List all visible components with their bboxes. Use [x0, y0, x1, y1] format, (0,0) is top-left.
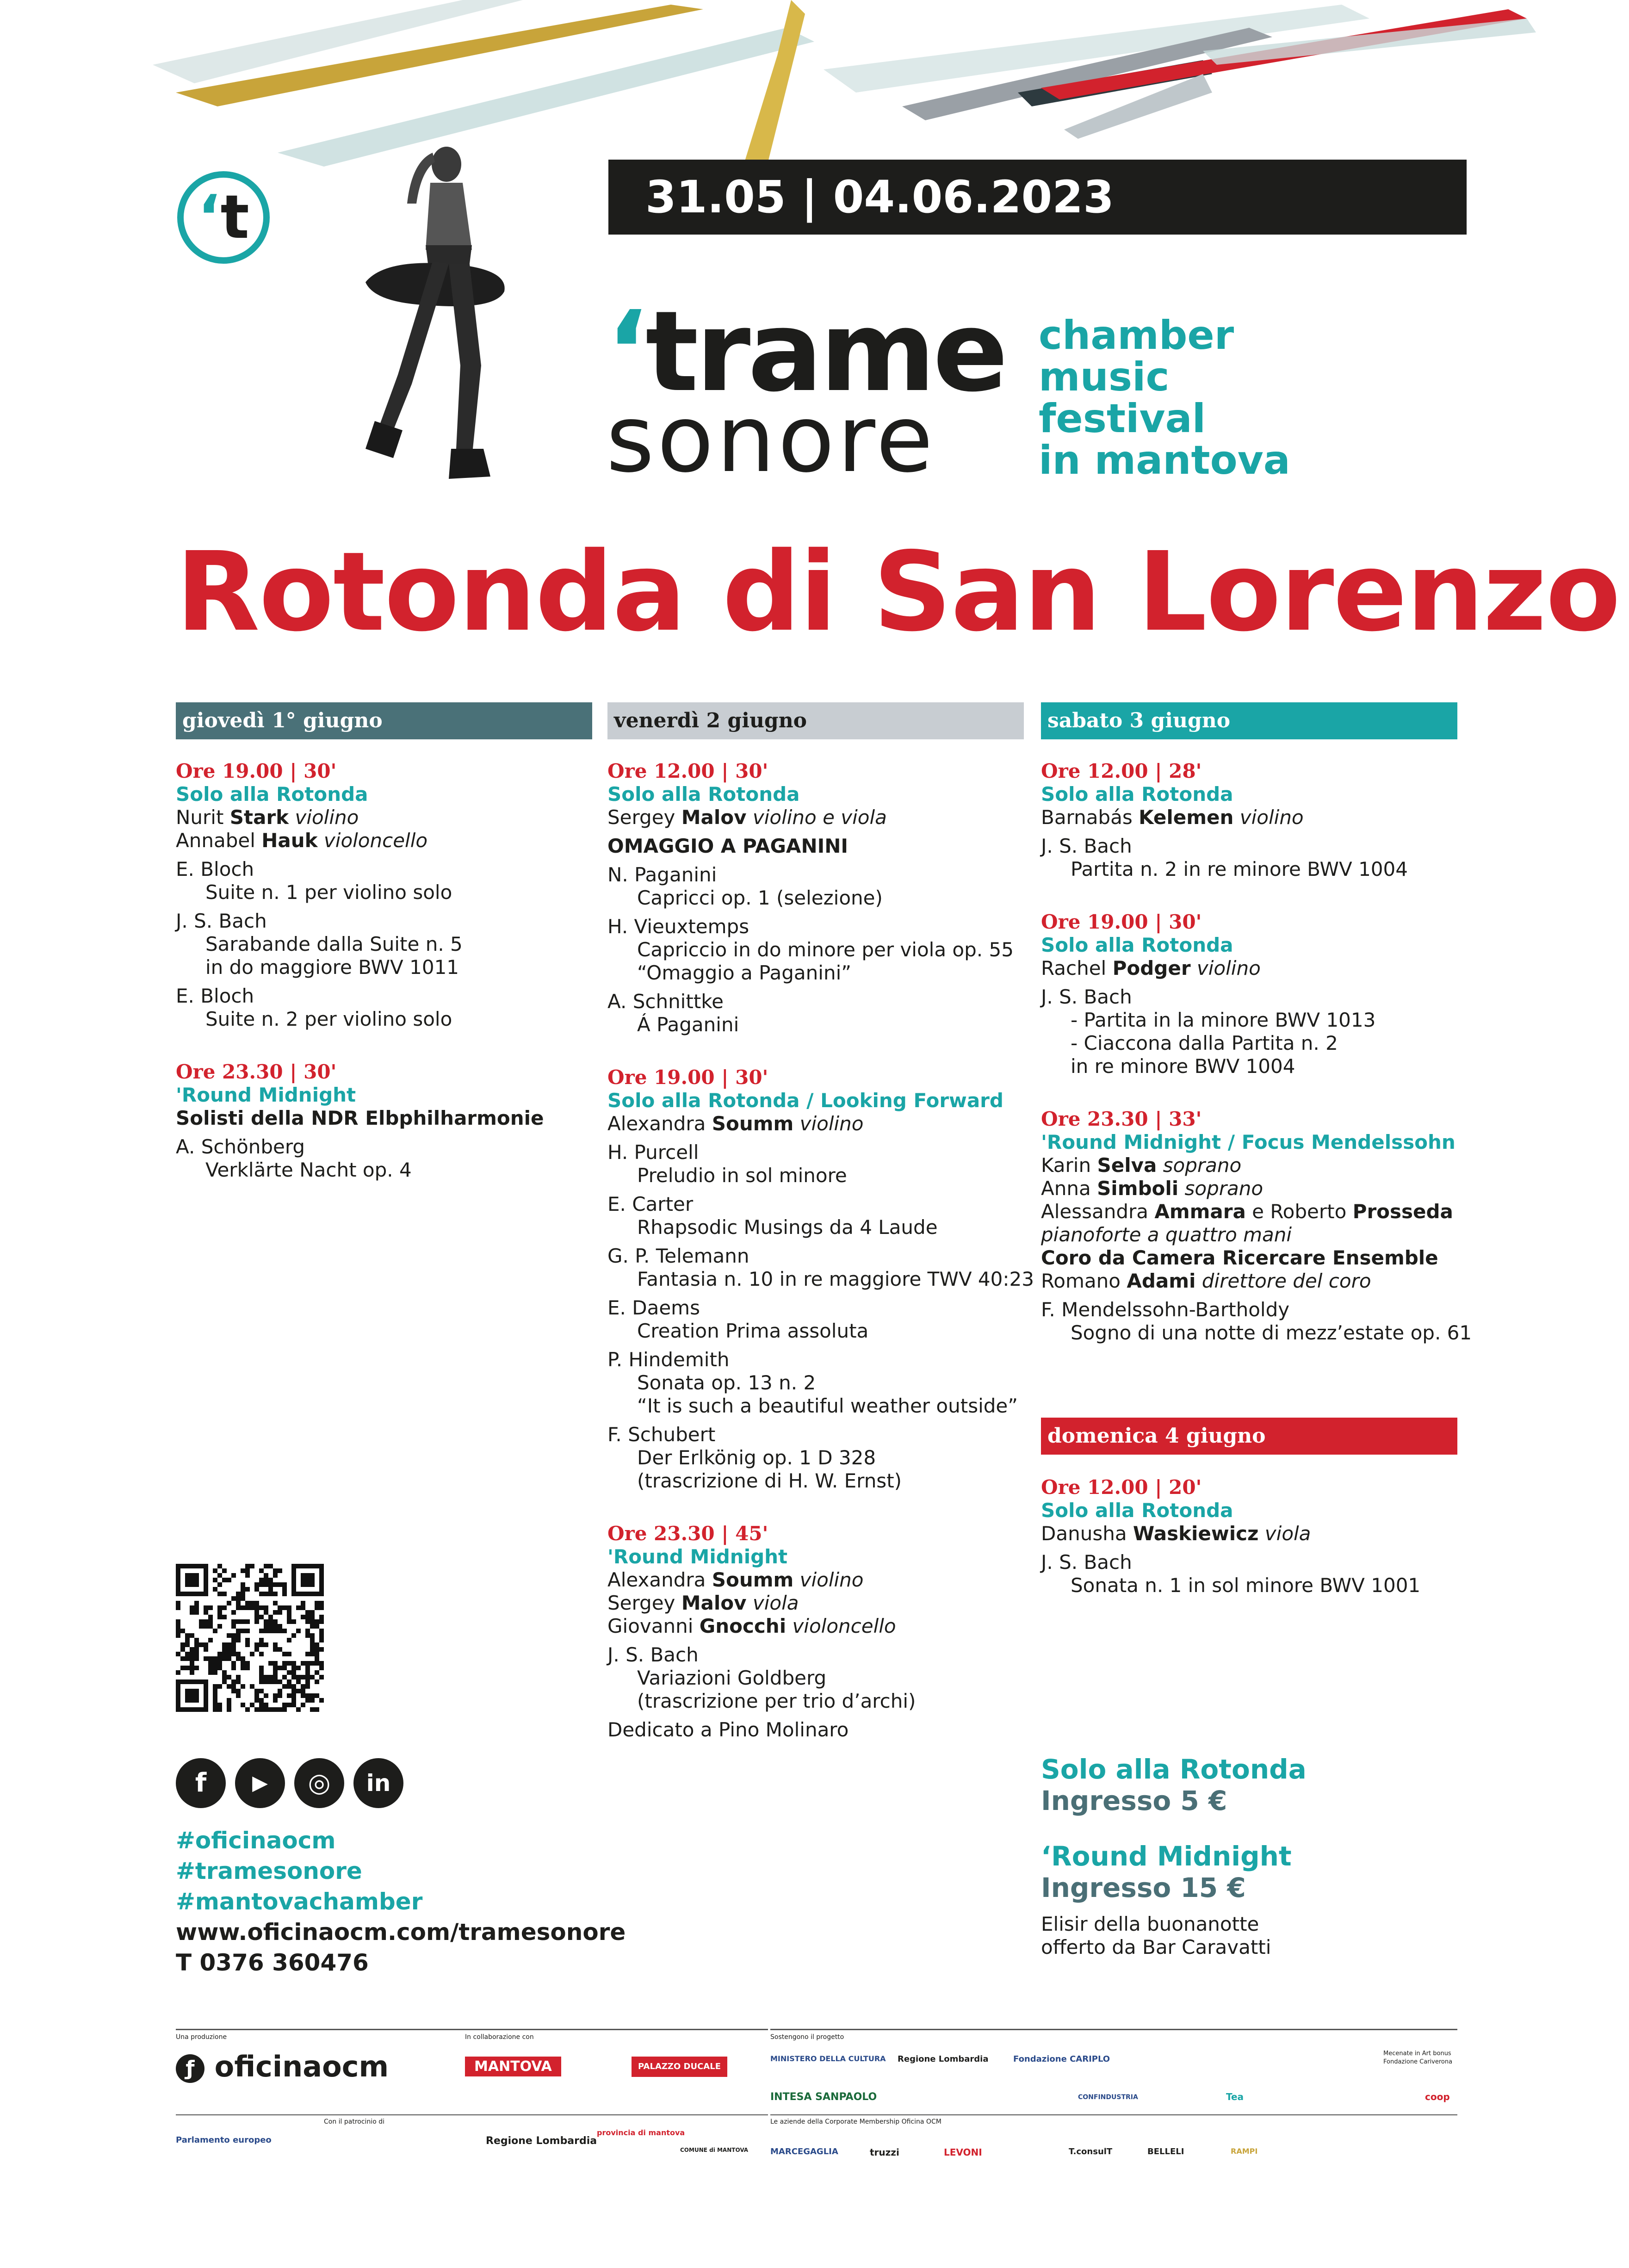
fondazione-cariplo-logo: Fondazione CARIPLO [1013, 2054, 1110, 2064]
schedule-column-sunday [1041, 1476, 1467, 1627]
confindustria-logo: CONFINDUSTRIA [1078, 2094, 1138, 2101]
program-line: Partita n. 2 in re minore BWV 1004 [1071, 858, 1408, 880]
youtube-icon[interactable]: ▶ [235, 1758, 285, 1808]
website-link[interactable]: www.oficinaocm.com/tramesonore [176, 1919, 626, 1946]
program-line: Rhapsodic Musings da 4 Laude [637, 1216, 938, 1239]
event-time: Ore 19.00 | 30' [607, 1066, 768, 1089]
program-line: J. S. Bach [1041, 1551, 1132, 1574]
tagline-line: music [1039, 354, 1170, 400]
event-series: Solo alla Rotonda [1041, 783, 1233, 806]
program-line: Anna Simboli soprano [1041, 1177, 1264, 1200]
schedule-column-saturday [1041, 760, 1472, 1374]
rampi-logo: RAMPI [1231, 2147, 1258, 2156]
pricing-note-line: Elisir della buonanotte [1041, 1913, 1259, 1935]
day-header-friday: venerdì 2 giugno [607, 702, 1024, 739]
event-series: Solo alla Rotonda [176, 783, 368, 806]
tagline-line: in mantova [1039, 437, 1290, 483]
event-time: Ore 19.00 | 30' [1041, 911, 1202, 933]
program-line: Romano Adami direttore del coro [1041, 1270, 1371, 1292]
mecenate-line: Fondazione Cariverona [1383, 2058, 1453, 2065]
pricing-midnight-price: Ingresso 15 € [1041, 1872, 1246, 1903]
footer-divider-right-2 [770, 2114, 1457, 2115]
program-line: Sonata n. 1 in sol minore BWV 1001 [1071, 1574, 1421, 1597]
violinist-photo [356, 143, 574, 486]
tea-logo: Tea [1226, 2091, 1244, 2102]
program-line: J. S. Bach [1041, 985, 1132, 1008]
comune-mantova-logo: COMUNE di MANTOVA [680, 2147, 749, 2153]
program-line: Dedicato a Pino Molinaro [607, 1718, 849, 1741]
program-line: Sarabande dalla Suite n. 5 [205, 933, 463, 955]
program-line: (trascrizione per trio d’archi) [637, 1690, 916, 1712]
program-line: Variazioni Goldberg [637, 1667, 827, 1689]
brand-sonore: sonore [606, 385, 936, 493]
program-line: Capriccio in do minore per viola op. 55 [637, 938, 1014, 961]
day-header-saturday: sabato 3 giugno [1041, 702, 1457, 739]
tconsult-logo: T.consulT [1069, 2147, 1113, 2156]
program-line: Der Erlkönig op. 1 D 328 [637, 1446, 876, 1469]
facebook-icon[interactable]: f [176, 1758, 226, 1808]
event-time: Ore 12.00 | 28' [1041, 760, 1202, 782]
program-line: - Ciaccona dalla Partita n. 2 [1071, 1032, 1338, 1054]
program-line: in do maggiore BWV 1011 [205, 956, 459, 979]
pricing-midnight-title: ‘Round Midnight [1041, 1840, 1292, 1872]
collaborazione-label: In collaborazione con [465, 2033, 534, 2041]
regione-lombardia-sponsor-logo: Regione Lombardia [898, 2054, 989, 2064]
instagram-icon[interactable]: ◎ [294, 1758, 344, 1808]
mantova-logo: MANTOVA [465, 2057, 561, 2076]
program-line: J. S. Bach [607, 1643, 699, 1666]
concert-event [1041, 760, 1467, 881]
palazzo-ducale-logo: PALAZZO DUCALE [632, 2057, 727, 2077]
program-line: E. Carter [607, 1193, 694, 1215]
linkedin-icon[interactable]: in [353, 1758, 403, 1808]
oficinaocm-logo: ƒ oficinaocm [176, 2050, 389, 2083]
concert-event [607, 1066, 1033, 1493]
program-line: OMAGGIO A PAGANINI [607, 835, 848, 857]
program-line: E. Bloch [176, 985, 254, 1007]
belleli-logo: BELLELI [1147, 2147, 1184, 2156]
program-line: Sergey Malov violino e viola [607, 806, 887, 829]
patrocinio-label: Con il patrocinio di [324, 2118, 385, 2125]
program-line: Karin Selva soprano [1041, 1154, 1242, 1177]
ministero-cultura-logo: MINISTERO DELLA CULTURA [770, 2054, 886, 2063]
program-line: Alexandra Soumm violino [607, 1568, 864, 1591]
brand-trame: ʻtrame [606, 287, 1006, 416]
program-line: A. Schönberg [176, 1135, 305, 1158]
program-line: A. Schnittke [607, 990, 724, 1013]
parlamento-europeo-logo: Parlamento europeo [176, 2135, 272, 2145]
event-time: Ore 19.00 | 30' [176, 760, 337, 782]
footer-divider-left [176, 2029, 768, 2030]
day-header-sunday: domenica 4 giugno [1041, 1418, 1457, 1455]
hashtag[interactable]: #oficinaocm [176, 1827, 336, 1854]
program-line: F. Mendelssohn-Bartholdy [1041, 1298, 1290, 1321]
event-series: Solo alla Rotonda [1041, 934, 1233, 956]
event-time: Ore 23.30 | 45' [607, 1522, 768, 1545]
event-series: Solo alla Rotonda [1041, 1499, 1233, 1522]
contact-block [176, 1825, 626, 1978]
program-line: “Omaggio a Paganini” [637, 961, 852, 984]
program-line: Giovanni Gnocchi violoncello [607, 1615, 896, 1637]
header-brush-art [0, 0, 1629, 185]
program-line: Á Paganini [637, 1013, 739, 1036]
program-line: E. Bloch [176, 858, 254, 880]
mecenate-line: Mecenate in Art bonus [1383, 2050, 1451, 2057]
concert-event [1041, 1476, 1467, 1597]
program-line: in re minore BWV 1004 [1071, 1055, 1295, 1078]
program-line: Coro da Camera Ricercare Ensemble [1041, 1246, 1438, 1269]
concert-event [1041, 1108, 1472, 1345]
mecenate-text [1383, 2050, 1452, 2066]
phone-number: T 0376 360476 [176, 1949, 369, 1976]
concert-event [607, 760, 1033, 1036]
concert-event [176, 1060, 601, 1182]
program-line: Nurit Stark violino [176, 806, 359, 829]
program-line: H. Vieuxtemps [607, 915, 749, 938]
program-line: Barnabás Kelemen violino [1041, 806, 1304, 829]
pricing-block [1041, 1754, 1457, 1959]
program-line: P. Hindemith [607, 1348, 730, 1371]
program-line: Fantasia n. 10 in re maggiore TWV 40:23 [637, 1268, 1034, 1290]
event-series: Solo alla Rotonda [607, 783, 800, 806]
event-series: 'Round Midnight / Focus Mendelssohn [1041, 1131, 1456, 1153]
footer-divider-right [770, 2029, 1457, 2030]
concert-event [1041, 911, 1467, 1078]
event-time: Ore 23.30 | 30' [176, 1060, 337, 1083]
program-line: F. Schubert [607, 1423, 716, 1446]
pricing-solo-title: Solo alla Rotonda [1041, 1754, 1307, 1785]
program-line: Suite n. 1 per violino solo [205, 881, 452, 904]
program-line: Rachel Podger violino [1041, 957, 1261, 979]
trame-circle-logo: ʻt [177, 171, 270, 264]
venue-title: Rotonda di San Lorenzo [176, 528, 1620, 656]
program-line: Verklärte Nacht op. 4 [205, 1159, 412, 1181]
event-time: Ore 23.30 | 33' [1041, 1108, 1202, 1130]
day-header-thursday: giovedì 1° giugno [176, 702, 592, 739]
program-line: Preludio in sol minore [637, 1164, 847, 1187]
program-line: Sogno di una notte di mezz’estate op. 61 [1071, 1321, 1472, 1344]
tagline-line: chamber [1039, 312, 1234, 359]
concert-event [607, 1522, 1033, 1741]
event-series: 'Round Midnight [607, 1545, 788, 1568]
program-line: Suite n. 2 per violino solo [205, 1008, 452, 1030]
festival-dates: 31.05 | 04.06.2023 [645, 171, 1114, 223]
hashtag[interactable]: #mantovachamber [176, 1888, 423, 1915]
tagline-line: festival [1039, 396, 1206, 442]
truzzi-logo: truzzi [870, 2147, 899, 2158]
sostegno-label: Sostengono il progetto [770, 2033, 844, 2041]
program-line: Solisti della NDR Elbphilharmonie [176, 1107, 544, 1129]
program-line: G. P. Telemann [607, 1245, 749, 1267]
program-line: Sergey Malov viola [607, 1592, 799, 1614]
footer-divider-left-2 [176, 2114, 768, 2115]
program-line: (trascrizione di H. W. Ernst) [637, 1469, 902, 1492]
program-line: J. S. Bach [176, 910, 267, 932]
event-time: Ore 12.00 | 20' [1041, 1476, 1202, 1499]
schedule-column-thursday [176, 760, 601, 1211]
program-line: Creation Prima assoluta [637, 1320, 869, 1342]
event-series: Solo alla Rotonda / Looking Forward [607, 1089, 1003, 1112]
festival-dates-bar [608, 160, 1467, 235]
program-line: J. S. Bach [1041, 835, 1132, 857]
festival-tagline [1039, 312, 1290, 483]
regione-lombardia-logo: Regione Lombardia [486, 2135, 597, 2147]
pricing-solo-price: Ingresso 5 € [1041, 1785, 1227, 1816]
event-time: Ore 12.00 | 30' [607, 760, 768, 782]
intesa-sanpaolo-logo: INTESA SANPAOLO [770, 2091, 877, 2103]
program-line: N. Paganini [607, 863, 717, 886]
pricing-note-line: offerto da Bar Caravatti [1041, 1936, 1271, 1958]
pricing-note [1041, 1913, 1457, 1959]
event-series: 'Round Midnight [176, 1084, 356, 1106]
program-line: Alessandra Ammara e Roberto Prosseda [1041, 1200, 1453, 1223]
program-line: - Partita in la minore BWV 1013 [1071, 1009, 1376, 1031]
marcegaglia-logo: MARCEGAGLIA [770, 2147, 838, 2156]
qr-code[interactable] [176, 1564, 324, 1712]
produzione-label: Una produzione [176, 2033, 227, 2041]
concert-event [176, 760, 601, 1031]
program-line: Sonata op. 13 n. 2 [637, 1371, 816, 1394]
program-line: Danusha Waskiewicz viola [1041, 1522, 1311, 1545]
program-line: Capricci op. 1 (selezione) [637, 886, 883, 909]
hashtag[interactable]: #tramesonore [176, 1858, 362, 1884]
provincia-mantova-logo: provincia di mantova [597, 2128, 685, 2137]
program-line: E. Daems [607, 1296, 700, 1319]
levoni-logo: LEVONI [944, 2147, 982, 2158]
coop-logo: coop [1425, 2091, 1450, 2102]
schedule-column-friday [607, 760, 1033, 1771]
program-line: “It is such a beautiful weather outside” [637, 1394, 1018, 1417]
program-line: pianoforte a quattro mani [1041, 1223, 1292, 1246]
program-line: H. Purcell [607, 1141, 699, 1164]
aziende-label: Le aziende della Corporate Membership Oficina OCM [770, 2118, 941, 2125]
program-line: Alexandra Soumm violino [607, 1112, 864, 1135]
program-line: Annabel Hauk violoncello [176, 829, 428, 852]
